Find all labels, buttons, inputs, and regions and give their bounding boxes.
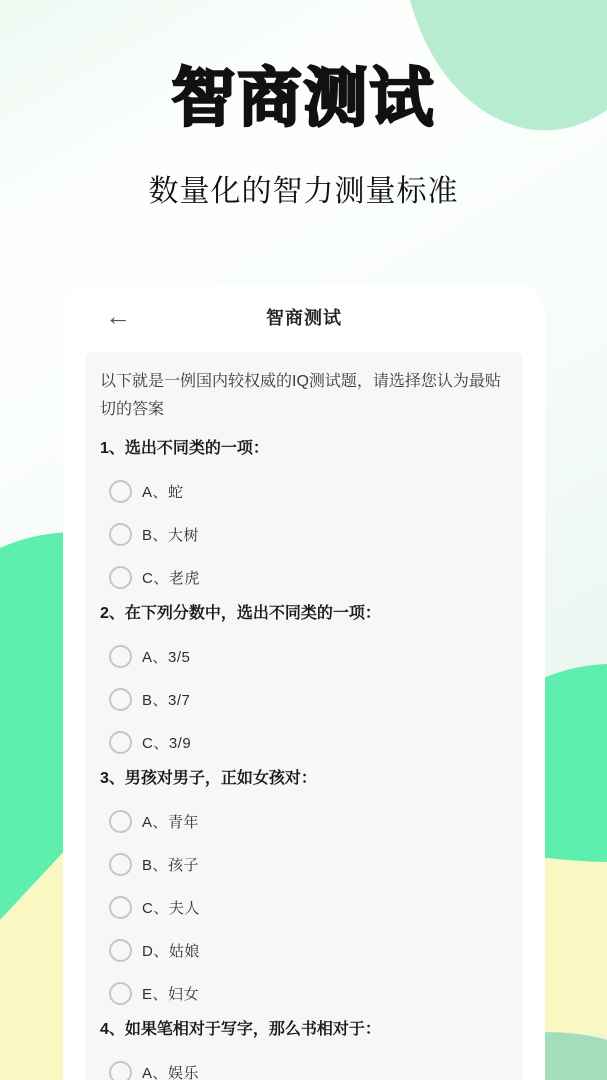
option-label: D、姑娘: [142, 942, 200, 960]
option-row[interactable]: [100, 809, 508, 833]
option-label: A、青年: [142, 813, 200, 831]
option-row[interactable]: [100, 644, 508, 668]
option-row[interactable]: [100, 938, 508, 962]
option-list: [100, 644, 508, 754]
radio-icon[interactable]: [109, 566, 132, 589]
quiz-intro: 以下就是一例国内较权威的IQ测试题，请选择您认为最贴切的答案: [100, 373, 501, 418]
back-arrow-icon[interactable]: ←: [105, 300, 131, 331]
question-panel: [85, 352, 523, 1080]
option-row[interactable]: [100, 522, 508, 546]
card-title: 智商测试: [266, 308, 342, 328]
option-row[interactable]: [100, 479, 508, 503]
radio-icon[interactable]: [109, 523, 132, 546]
card-header: [63, 285, 545, 349]
option-label: E、妇女: [142, 985, 200, 1003]
radio-icon[interactable]: [109, 645, 132, 668]
option-label: A、3/5: [142, 648, 191, 666]
question-title: 2、在下列分数中，选出不同类的一项：: [100, 605, 381, 622]
radio-icon[interactable]: [109, 853, 132, 876]
option-label: B、孩子: [142, 856, 200, 874]
option-label: A、娱乐: [142, 1064, 200, 1080]
question-block: [100, 438, 508, 589]
radio-icon[interactable]: [109, 1061, 132, 1080]
option-label: B、大树: [142, 526, 200, 544]
question-block: [100, 603, 508, 754]
option-row[interactable]: [100, 687, 508, 711]
radio-icon[interactable]: [109, 731, 132, 754]
question-block: [100, 1019, 508, 1080]
option-row[interactable]: [100, 1060, 508, 1080]
option-label: C、3/9: [142, 734, 192, 752]
hero: [0, 0, 607, 210]
question-title: 1、选出不同类的一项：: [100, 440, 269, 457]
option-row[interactable]: [100, 981, 508, 1005]
option-row[interactable]: [100, 730, 508, 754]
question-block: [100, 768, 508, 1005]
option-label: C、老虎: [142, 569, 200, 587]
option-label: A、蛇: [142, 483, 184, 501]
radio-icon[interactable]: [109, 939, 132, 962]
question-title: 4、如果笔相对于写字，那么书相对于：: [100, 1021, 381, 1038]
radio-icon[interactable]: [109, 480, 132, 503]
option-list: [100, 479, 508, 589]
page-subtitle: 数量化的智力测量标准: [148, 175, 459, 208]
radio-icon[interactable]: [109, 688, 132, 711]
question-title: 3、男孩对男子，正如女孩对：: [100, 770, 317, 787]
option-list: [100, 809, 508, 1005]
quiz-card: [63, 285, 545, 1080]
question-list: [100, 438, 508, 1080]
option-list: [100, 1060, 508, 1080]
option-label: C、夫人: [142, 899, 200, 917]
radio-icon[interactable]: [109, 896, 132, 919]
option-row[interactable]: [100, 565, 508, 589]
option-row[interactable]: [100, 895, 508, 919]
option-label: B、3/7: [142, 691, 191, 709]
page-title: 智商测试: [171, 62, 436, 134]
option-row[interactable]: [100, 852, 508, 876]
radio-icon[interactable]: [109, 810, 132, 833]
radio-icon[interactable]: [109, 982, 132, 1005]
